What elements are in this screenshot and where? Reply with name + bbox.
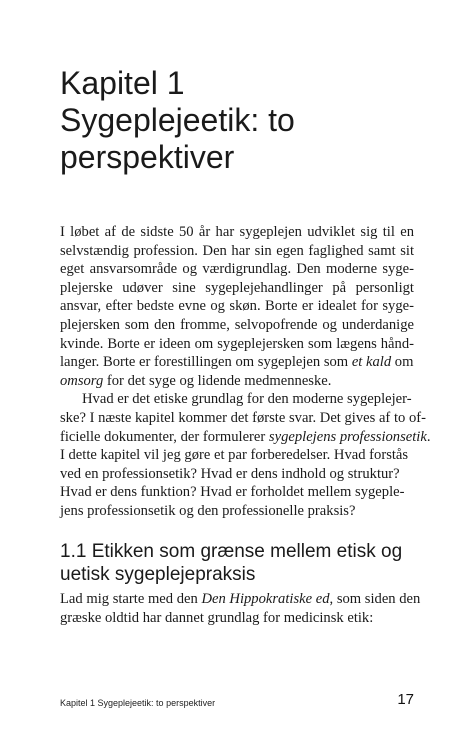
running-footer-title: Kapitel 1 Sygeplejeetik: to perspektiver: [60, 698, 216, 708]
text-line: ved en professionsetik? Hvad er dens indhold og struktur?: [60, 465, 400, 482]
page-number: 17: [397, 691, 414, 708]
text-line: [60, 428, 431, 447]
chapter-title-line: Kapitel 1: [60, 65, 185, 101]
text-run: om: [391, 354, 414, 371]
text-line: kvinde. Borte er ideen om sygeplejersken som lægens hånd-: [60, 335, 414, 352]
chapter-title: [60, 65, 440, 176]
section-body-text: [60, 590, 421, 627]
text-line: ske? I næste kapitel kommer det første svar. Det gives af to of-: [60, 409, 426, 426]
section-heading-line: 1.1 Etikken som grænse mellem etisk og: [60, 541, 403, 562]
text-line: I løbet af de sidste 50 år har sygeplejen udviklet sig til en: [60, 224, 414, 240]
italic-run: sygeplejens professionsetik: [268, 428, 427, 445]
text-line: Hvad er dens funktion? Hvad er forholdet mellem sygeple-: [60, 484, 405, 501]
italic-run: Den Hippokratiske ed: [201, 591, 330, 607]
section-heading: [60, 540, 414, 586]
text-run: for det syge og lidende medmenneske.: [103, 372, 332, 389]
paragraph: [60, 590, 421, 627]
text-line: ansvar, efter bedste evne og skøn. Borte er idealet for syge-: [60, 298, 414, 315]
text-line: [60, 590, 421, 609]
text-line: [60, 353, 414, 372]
text-line: I dette kapitel vil jeg gøre et par forberedelser. Hvad forstås: [60, 447, 409, 464]
chapter-title-line: perspektiver: [60, 139, 235, 175]
text-run: .: [426, 428, 431, 445]
section-heading-line: uetisk sygeplejepraksis: [60, 564, 256, 585]
text-line: eget ansvarsområde og værdigrundlag. Den moderne syge-: [60, 261, 414, 278]
text-run: Lad mig starte med den: [60, 591, 202, 607]
body-text: [60, 223, 431, 521]
text-line: jens professionsetik og den professionelle praksis?: [60, 502, 356, 519]
text-line: plejerske udøver sine sygeplejehandlinger på personligt: [60, 279, 414, 296]
paragraph: [60, 223, 414, 390]
text-line: græske oldtid har dannet grundlag for medicinsk etik:: [60, 609, 374, 626]
text-line: [60, 372, 414, 391]
text-line: Hvad er det etiske grundlag for den moderne sygeplejer-: [82, 391, 412, 408]
text-line: selvstændig profession. Den har sin egen faglighed samt sit: [60, 242, 414, 259]
italic-run: omsorg: [60, 372, 104, 389]
text-line: plejersken som den fromme, selvopofrende og underdanige: [60, 316, 414, 333]
text-run: ficielle dokumenter, der formulerer: [60, 428, 269, 445]
text-run: , som siden den: [329, 591, 421, 607]
text-run: langer. Borte er forestillingen om sygeplejen som: [60, 354, 352, 371]
italic-run: et kald: [351, 354, 392, 371]
chapter-title-line: Sygeplejeetik: to: [60, 102, 295, 138]
paragraph: [60, 390, 431, 520]
